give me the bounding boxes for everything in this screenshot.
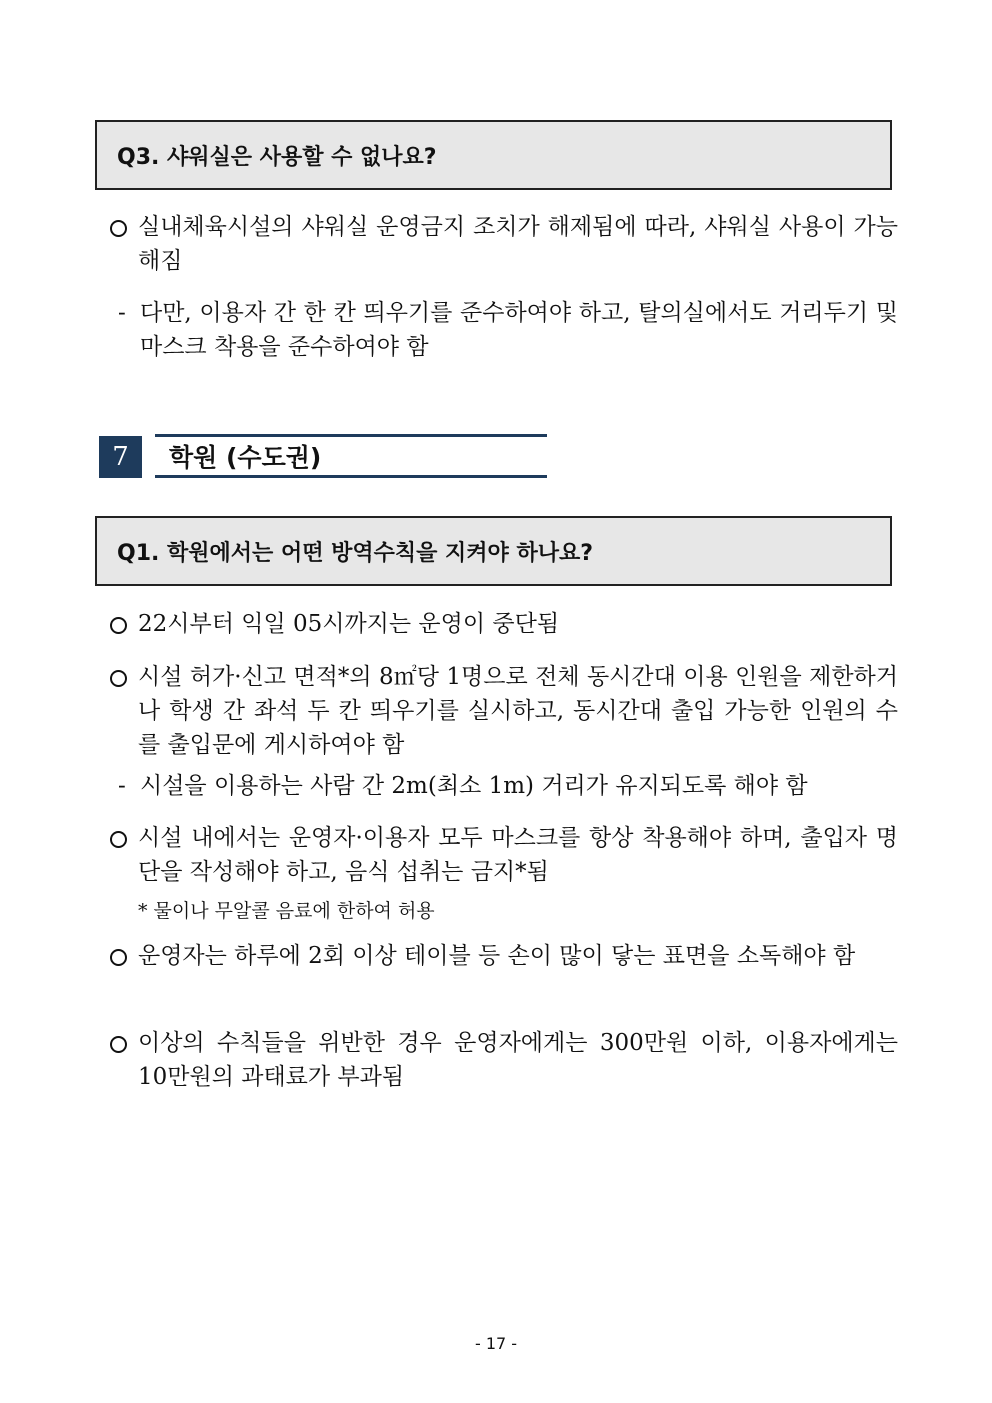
circle-bullet-icon — [110, 1036, 127, 1053]
list-item — [110, 769, 898, 803]
dash-bullet: - — [118, 773, 126, 799]
question-box-q3 — [95, 120, 892, 190]
paragraph-text: 다만, 이용자 간 한 칸 띄우기를 준수하여야 하고, 탈의실에서도 거리두기 및 마스크 착용을 준수하여야 함 — [140, 300, 898, 360]
page-number: - 17 - — [474, 1334, 518, 1353]
circle-bullet-icon — [110, 220, 127, 237]
section-number: 7 — [99, 436, 142, 478]
list-item — [110, 939, 898, 973]
footnote-text: 물이나 무알콜 음료에 한하여 허용 — [153, 900, 435, 922]
circle-bullet-icon — [110, 670, 127, 687]
list-item — [110, 210, 898, 278]
paragraph-text: 시설 내에서는 운영자·이용자 모두 마스크를 항상 착용해야 하며, 출입자 명단을 작성해야 하고, 음식 섭취는 금지*됨 — [138, 825, 898, 885]
footnote — [138, 896, 435, 923]
question-title: Q3. 샤워실은 사용할 수 없나요? — [117, 144, 437, 170]
list-item — [110, 607, 898, 641]
paragraph-text: 시설을 이용하는 사람 간 2m(최소 1m) 거리가 유지되도록 해야 함 — [140, 773, 808, 799]
paragraph-text: 실내체육시설의 샤워실 운영금지 조치가 해제됨에 따라, 샤워실 사용이 가능해짐 — [138, 214, 898, 274]
paragraph-text: 운영자는 하루에 2회 이상 테이블 등 손이 많이 닿는 표면을 소독해야 함 — [138, 943, 856, 969]
asterisk-mark: * — [138, 900, 148, 922]
question-box-q1 — [95, 516, 892, 586]
circle-bullet-icon — [110, 831, 127, 848]
dash-bullet: - — [118, 300, 126, 326]
list-item — [110, 296, 898, 364]
section-title: 학원 (수도권) — [155, 434, 547, 478]
circle-bullet-icon — [110, 617, 127, 634]
list-item — [110, 660, 898, 762]
paragraph-text: 시설 허가·신고 면적*의 8㎡당 1명으로 전체 동시간대 이용 인원을 제한하거나 학생 간 좌석 두 칸 띄우기를 실시하고, 동시간대 출입 가능한 인원의 수를 출입문에 게시하여야 함 — [138, 664, 898, 758]
list-item — [110, 1026, 898, 1094]
list-item — [110, 821, 898, 889]
circle-bullet-icon — [110, 949, 127, 966]
question-title: Q1. 학원에서는 어떤 방역수칙을 지켜야 하나요? — [117, 540, 593, 566]
paragraph-text: 22시부터 익일 05시까지는 운영이 중단됨 — [138, 611, 560, 637]
paragraph-text: 이상의 수칙들을 위반한 경우 운영자에게는 300만원 이하, 이용자에게는 10만원의 과태료가 부과됨 — [138, 1030, 898, 1090]
